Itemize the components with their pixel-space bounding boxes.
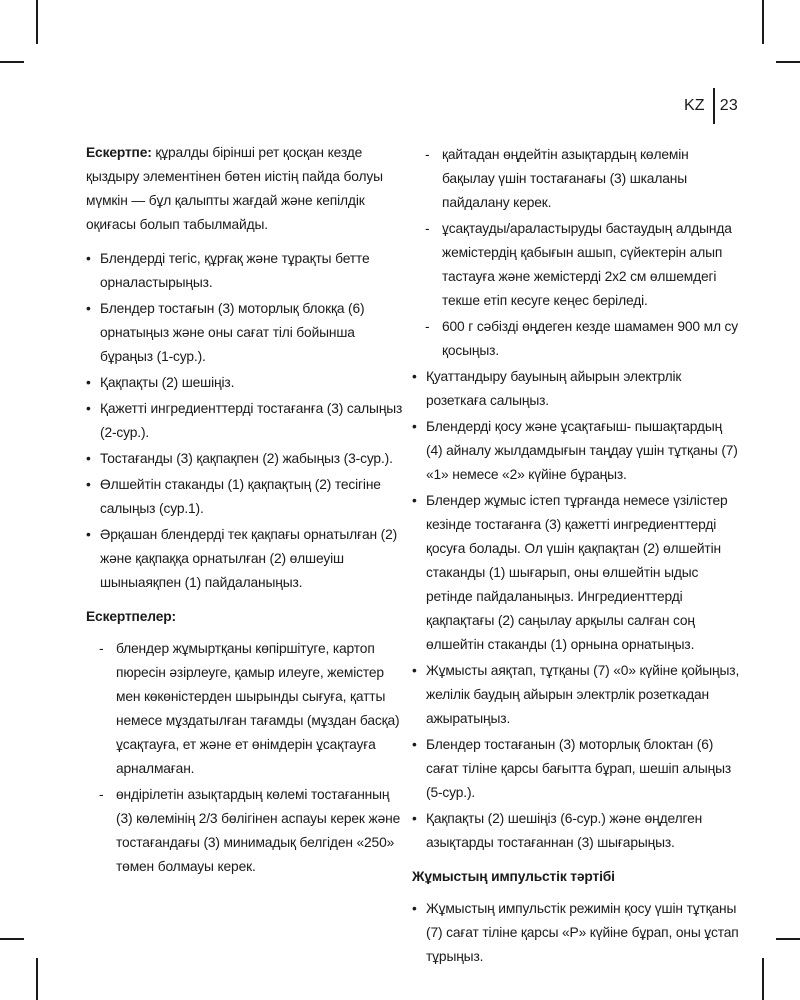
page-number: 23: [719, 97, 738, 114]
crop-mark: [776, 61, 800, 63]
bullet-marker: •: [412, 901, 417, 916]
list-item: • Қуаттандыру бауының айырын электрлік розеткаға салыңыз.: [412, 365, 742, 413]
notes-heading: Ескертпелер:: [86, 609, 176, 624]
note-text: құралды бірінші рет қосқан кезде қыздыру элементінен бөтен иістің пайда болуы мүмкін — бұл қалыпты жағдай және кепілдік оқиғасы болып табылмайды.: [86, 145, 383, 232]
crop-mark: [762, 0, 764, 44]
dash-marker: -: [99, 641, 104, 656]
bullet-marker: •: [412, 737, 417, 752]
right-column: [412, 143, 742, 971]
bullet-marker: •: [86, 301, 91, 316]
list-item: • Блендер тостағанын (3) моторлық блоктан (6) сағат тіліне қарсы бағытта бұрап, шешіп алыңыз (5-сур.).: [412, 733, 742, 805]
bullet-marker: •: [86, 527, 91, 542]
notes-list-continued: [412, 143, 742, 363]
note-paragraph: [86, 141, 404, 237]
bullet-marker: •: [86, 451, 91, 466]
language-code: KZ: [683, 97, 705, 114]
left-column: [86, 141, 404, 881]
bullet-marker: •: [412, 811, 417, 826]
crop-mark: [776, 938, 800, 940]
page-header: [684, 88, 738, 124]
bullet-marker: •: [86, 375, 91, 390]
instruction-list: [86, 247, 404, 595]
crop-mark: [36, 958, 38, 1000]
list-item: • Блендер тостағын (3) моторлық блокқа (6) орнатыңыз және оны сағат тілі бойынша бұраңыз (1-сур.).: [86, 297, 404, 369]
crop-mark: [0, 938, 24, 940]
list-item: • Блендерді қосу және ұсақтағыш- пышақтардың (4) айналу жылдамдығын таңдау үшін тұтқаны (7) «1» немесе «2» күйіне бұраңыз.: [412, 415, 742, 487]
list-item: - өндірілетін азықтардың көлемі тостағанның (3) көлемінің 2/3 бөлігінен аспауы керек және тостағандағы (3) минимадық белгіден «250» төмен болмауы керек.: [86, 783, 404, 879]
notes-list: [86, 637, 404, 879]
list-item: • Жұмыстың импульстік режимін қосу үшін тұтқаны (7) сағат тіліне қарсы «P» күйіне бұрап, оны ұстап тұрыңыз.: [412, 897, 742, 969]
bullet-marker: •: [412, 663, 417, 678]
bullet-marker: •: [412, 369, 417, 384]
list-item: • Тостағанды (3) қақпақпен (2) жабыңыз (3-сур.).: [86, 447, 404, 471]
pulse-mode-list: [412, 897, 742, 969]
list-item: • Әрқашан блендерді тек қақпағы орнатылған (2) және қақпаққа орнатылған (2) өлшеуіш шыныаяқпен (1) пайдаланыңыз.: [86, 523, 404, 595]
list-item: • Қажетті ингредиенттерді тостағанға (3) салыңыз (2-сур.).: [86, 397, 404, 445]
list-item: • Блендерді тегіс, құрғақ және тұрақты бетте орналастырыңыз.: [86, 247, 404, 295]
bullet-marker: •: [412, 493, 417, 508]
list-item: - 600 г сәбізді өңдеген кезде шамамен 900 мл су қосыңыз.: [412, 315, 742, 363]
crop-mark: [36, 0, 38, 44]
note-label: Ескертпе:: [86, 145, 152, 160]
dash-marker: -: [425, 319, 430, 334]
list-item: - блендер жұмыртқаны көпіршітуге, картоп пюресін әзірлеуге, қамыр илеуге, жемістер мен көкөністерден шырынды сығуға, қатты немесе мұздатылған тағамды (мұздан басқа) ұсақтауға, ет және ет өнімдерін ұсақтауға арналмаған.: [86, 637, 404, 781]
bullet-marker: •: [86, 401, 91, 416]
list-item: • Блендер жұмыс істеп тұрғанда немесе үзілістер кезінде тостағанға (3) қажетті ингредиенттерді қосуға болады. Ол үшін қақпақтан (2) өлшейтін стаканды (1) шығарып, оны өлшейтін ыдыс ретінде пайдаланыңыз. Ингредиенттерді қақпақтағы (2) саңылау арқылы салған соң өлшейтін стаканды (1) орнына орнатыңыз.: [412, 489, 742, 657]
pulse-mode-heading: Жұмыстың импульстік тәртібі: [412, 869, 615, 884]
bullet-marker: •: [86, 477, 91, 492]
bullet-marker: •: [86, 251, 91, 266]
list-item: • Өлшейтін стаканды (1) қақпақтың (2) тесігіне салыңыз (сур.1).: [86, 473, 404, 521]
dash-marker: -: [99, 787, 104, 802]
bullet-marker: •: [412, 419, 417, 434]
list-item: • Қақпақты (2) шешіңіз (6-сур.) және өңделген азықтарды тостағаннан (3) шығарыңыз.: [412, 807, 742, 855]
list-item: • Қақпақты (2) шешіңіз.: [86, 371, 404, 395]
list-item: - қайтадан өңдейтін азықтардың көлемін бақылау үшін тостағанағы (3) шкаланы пайдалану керек.: [412, 143, 742, 215]
operation-list: [412, 365, 742, 855]
header-divider: [713, 88, 715, 124]
crop-mark: [762, 958, 764, 1000]
crop-mark: [0, 61, 24, 63]
dash-marker: -: [425, 147, 430, 162]
list-item: • Жұмысты аяқтап, тұтқаны (7) «0» күйіне қойыңыз, желілік баудың айырын электрлік розеткадан ажыратыңыз.: [412, 659, 742, 731]
list-item: - ұсақтауды/араластыруды бастаудың алдында жемістердің қабығын ашып, сүйектерін алып тастауға және жемістерді 2х2 см өлшемдегі текше етіп кесуге кеңес беріледі.: [412, 217, 742, 313]
dash-marker: -: [425, 221, 430, 236]
